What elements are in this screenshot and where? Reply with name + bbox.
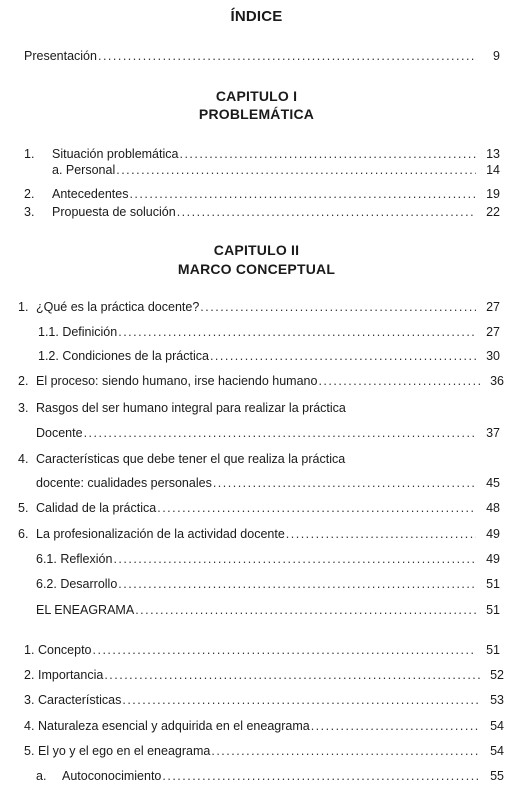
- leader-dots: [200, 299, 476, 315]
- toc-page: 49: [486, 527, 500, 541]
- toc-page: 30: [486, 349, 500, 363]
- leader-dots: [318, 373, 480, 389]
- toc-label: La profesionalización de la actividad docente: [36, 527, 285, 541]
- toc-label: 6.2. Desarrollo: [36, 577, 118, 591]
- leader-dots: [118, 324, 476, 340]
- toc-entry: [18, 299, 500, 315]
- toc-entry: [36, 576, 500, 592]
- leader-dots: [286, 526, 476, 542]
- toc-number: 1.: [24, 643, 35, 657]
- toc-entry: [18, 526, 500, 542]
- toc-label: 1.1. Definición: [38, 325, 118, 339]
- leader-dots: [93, 642, 476, 658]
- toc-label: Propuesta de solución: [52, 205, 176, 219]
- toc-page: 36: [490, 374, 504, 388]
- toc-page: 27: [486, 325, 500, 339]
- toc-entry: [38, 348, 500, 364]
- toc-label: El yo y el ego en el eneagrama: [38, 744, 211, 758]
- toc-number: 6.: [18, 527, 29, 541]
- toc-page: 22: [486, 205, 500, 219]
- leader-dots: [122, 692, 480, 708]
- toc-entry: [36, 475, 500, 491]
- toc-entry-line: [18, 451, 345, 467]
- toc-label: Naturaleza esencial y adquirida en el eneagrama: [38, 719, 310, 733]
- toc-page: 49: [486, 552, 500, 566]
- toc-entry: [24, 186, 500, 202]
- toc-entry-eneagrama: [36, 602, 500, 618]
- toc-label: El proceso: siendo humano, irse haciendo humano: [36, 374, 318, 388]
- toc-page: 19: [486, 187, 500, 201]
- leader-dots: [98, 48, 476, 64]
- toc-label: Situación problemática: [52, 147, 179, 161]
- toc-number: 1.: [18, 300, 29, 314]
- toc-entry: [24, 692, 504, 708]
- toc-entry: [36, 768, 504, 784]
- toc-page: 51: [486, 643, 500, 657]
- toc-page: 37: [486, 426, 500, 440]
- toc-label: Autoconocimiento: [62, 769, 162, 783]
- toc-entry: [24, 743, 504, 759]
- toc-label: a. Personal: [52, 163, 116, 177]
- leader-dots: [211, 743, 480, 759]
- toc-entry: [24, 204, 500, 220]
- toc-entry: [24, 667, 504, 683]
- toc-entry: [52, 162, 500, 178]
- toc-page: 14: [486, 163, 500, 177]
- toc-page: 51: [486, 577, 500, 591]
- toc-entry: [24, 718, 504, 734]
- chapter-1-heading: CAPITULO I: [215, 88, 298, 104]
- leader-dots: [135, 602, 476, 618]
- toc-label: Importancia: [38, 668, 104, 682]
- leader-dots: [311, 718, 480, 734]
- toc-number: 4.: [18, 452, 29, 466]
- toc-entry: [38, 324, 500, 340]
- toc-number: 2.: [24, 668, 35, 682]
- toc-number: 4.: [24, 719, 35, 733]
- leader-dots: [129, 186, 476, 202]
- toc-number: 5.: [18, 501, 29, 515]
- toc-number: 5.: [24, 744, 35, 758]
- toc-label: docente: cualidades personales: [36, 476, 212, 490]
- toc-label: 6.1. Reflexión: [36, 552, 113, 566]
- leader-dots: [179, 146, 476, 162]
- toc-entry: [36, 425, 500, 441]
- leader-dots: [210, 348, 476, 364]
- chapter-1-subheading: PROBLEMÁTICA: [198, 106, 315, 122]
- leader-dots: [104, 667, 480, 683]
- toc-label: ¿Qué es la práctica docente?: [36, 300, 200, 314]
- toc-label: Calidad de la práctica: [36, 501, 157, 515]
- toc-label: Docente: [36, 426, 83, 440]
- chapter-2-subheading: MARCO CONCEPTUAL: [177, 261, 336, 277]
- toc-page: 51: [486, 603, 500, 617]
- toc-label: Presentación: [24, 49, 97, 63]
- toc-page: 27: [486, 300, 500, 314]
- toc-label: Antecedentes: [52, 187, 129, 201]
- toc-label: Características: [38, 693, 122, 707]
- leader-dots: [113, 551, 476, 567]
- toc-label: Características que debe tener el que realiza la práctica: [36, 452, 346, 466]
- leader-dots: [116, 162, 476, 178]
- leader-dots: [118, 576, 476, 592]
- toc-entry-line: [18, 400, 346, 416]
- toc-label: Concepto: [38, 643, 92, 657]
- toc-number: 2.: [18, 374, 29, 388]
- toc-page: 55: [490, 769, 504, 783]
- toc-entry: [18, 373, 504, 389]
- toc-number: 2.: [24, 187, 35, 201]
- toc-entry-presentacion: [24, 48, 500, 64]
- toc-page: 54: [490, 744, 504, 758]
- toc-entry: [18, 500, 500, 516]
- toc-number: 3.: [24, 205, 35, 219]
- leader-dots: [162, 768, 480, 784]
- toc-number: 3.: [18, 401, 29, 415]
- toc-page: 45: [486, 476, 500, 490]
- toc-number: 1.: [24, 147, 35, 161]
- toc-label: 1.2. Condiciones de la práctica: [38, 349, 209, 363]
- toc-entry: [24, 642, 500, 658]
- leader-dots: [157, 500, 476, 516]
- toc-page: 48: [486, 501, 500, 515]
- leader-dots: [84, 425, 476, 441]
- toc-entry: [36, 551, 500, 567]
- toc-page: 9: [493, 49, 500, 63]
- index-title: ÍNDICE: [230, 8, 283, 25]
- toc-page: 13: [486, 147, 500, 161]
- toc-page: 53: [490, 693, 504, 707]
- toc-number: 3.: [24, 693, 35, 707]
- toc-entry: [24, 146, 500, 162]
- toc-label: EL ENEAGRAMA: [36, 603, 135, 617]
- chapter-2-heading: CAPITULO II: [213, 242, 300, 258]
- toc-page: 54: [490, 719, 504, 733]
- leader-dots: [213, 475, 476, 491]
- leader-dots: [177, 204, 476, 220]
- toc-label: Rasgos del ser humano integral para realizar la práctica: [36, 401, 346, 415]
- toc-page: 52: [490, 668, 504, 682]
- toc-number: a.: [36, 769, 47, 783]
